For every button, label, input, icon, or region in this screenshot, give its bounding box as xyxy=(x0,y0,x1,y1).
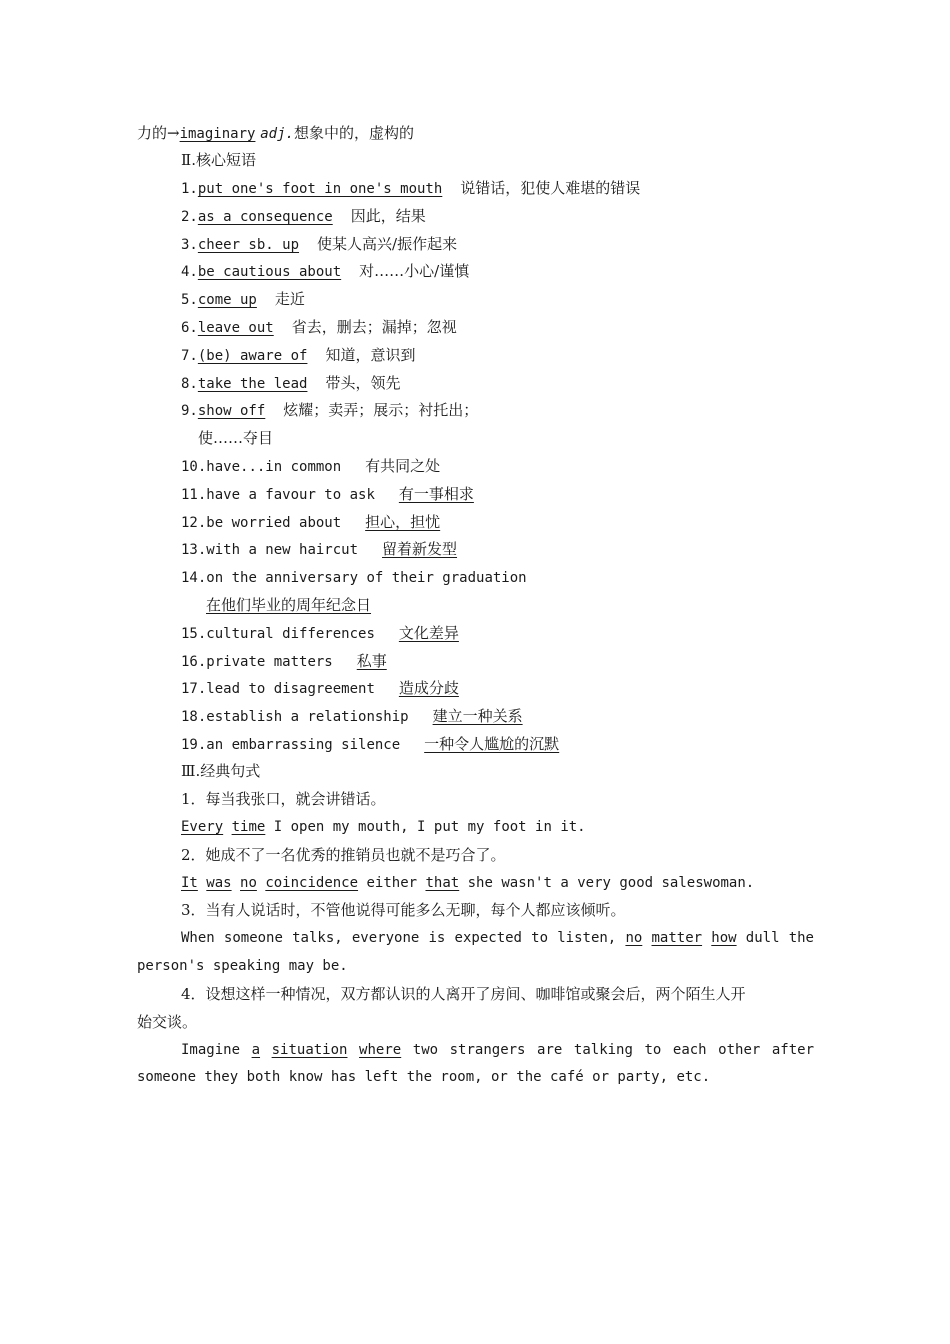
phrase-item xyxy=(181,289,305,310)
phrase-number: 7. xyxy=(181,348,198,364)
blank-word: no xyxy=(240,875,257,891)
phrase-english: show off xyxy=(197,403,266,419)
phrase-english: be worried about xyxy=(206,515,342,531)
vocab-word: imaginary xyxy=(179,126,256,142)
blank-word: how xyxy=(711,930,737,946)
phrase-number: 18. xyxy=(181,709,207,725)
blank-word: coincidence xyxy=(265,875,359,891)
blank-word: that xyxy=(425,875,460,891)
phrase-item xyxy=(181,373,400,394)
phrase-chinese: 炫耀；卖弄；展示；衬托出； xyxy=(283,401,479,419)
phrase-item xyxy=(181,317,457,338)
sentence-2-english xyxy=(181,873,754,893)
phrase-item xyxy=(181,512,440,533)
sentence-3-chinese: 3．当有人说话时，不管他说得可能多么无聊，每个人都应该倾听。 xyxy=(181,901,626,919)
phrase-chinese: 一种令人尴尬的沉默 xyxy=(424,735,560,753)
blank-word: no xyxy=(625,930,643,946)
blank-word: was xyxy=(206,875,232,891)
phrase-number: 15. xyxy=(181,626,207,642)
phrase-chinese: 建立一种关系 xyxy=(432,707,523,725)
phrase-english: lead to disagreement xyxy=(206,681,375,697)
phrase-item xyxy=(181,345,415,366)
phrase-item xyxy=(181,706,523,727)
phrase-number: 3. xyxy=(181,237,198,253)
phrase-english: have a favour to ask xyxy=(206,487,375,503)
blank-word: where xyxy=(359,1042,402,1058)
blank-word: situation xyxy=(271,1042,348,1058)
phrase-english: cheer sb. up xyxy=(197,237,300,253)
phrase-english: be cautious about xyxy=(197,264,342,280)
phrase-number: 2. xyxy=(181,209,198,225)
phrase-english: come up xyxy=(197,292,257,308)
phrase-number: 17. xyxy=(181,681,207,697)
phrase-chinese: 在他们毕业的周年纪念日 xyxy=(206,596,372,614)
phrase-item xyxy=(181,484,474,505)
phrase-number: 12. xyxy=(181,515,207,531)
phrase-item xyxy=(181,456,440,477)
vocab-continuation-line xyxy=(137,123,414,144)
sentence-2-chinese: 2．她成不了一名优秀的推销员也就不是巧合了。 xyxy=(181,846,506,864)
phrase-english: leave out xyxy=(197,320,274,336)
sentence-4-english-line2: someone they both know has left the room, or the café or party, etc. xyxy=(137,1069,711,1085)
phrase-english: an embarrassing silence xyxy=(206,737,401,753)
sentence-text: When someone talks, everyone is expected to listen, xyxy=(181,930,617,946)
phrase-item xyxy=(181,400,478,421)
phrase-chinese: 说错话，犯使人难堪的错误 xyxy=(460,179,641,197)
sentence-4-english-line1 xyxy=(181,1040,814,1060)
phrase-chinese: 因此，结果 xyxy=(350,207,426,225)
phrase-number: 16. xyxy=(181,654,207,670)
phrase-item xyxy=(181,651,387,672)
sentence-text: Imagine xyxy=(181,1042,241,1058)
phrase-chinese: 省去，删去；漏掉；忽视 xyxy=(291,318,457,336)
phrase-chinese: 私事 xyxy=(356,652,387,670)
phrase-item xyxy=(181,234,457,255)
section-title-sentences: Ⅲ.经典句式 xyxy=(181,762,261,780)
blank-word: Every xyxy=(181,819,224,835)
phrase-number: 14. xyxy=(181,570,207,586)
phrase-english: on the anniversary of their graduation xyxy=(206,570,527,586)
phrase-english: have...in common xyxy=(206,459,342,475)
blank-word: a xyxy=(251,1042,261,1058)
vocab-prefix: 力的→ xyxy=(137,124,180,142)
sentence-text: either xyxy=(358,875,426,891)
sentence-4-chinese-line2: 始交谈。 xyxy=(137,1013,198,1031)
sentence-3-english-line2: person's speaking may be. xyxy=(137,958,348,974)
phrase-item xyxy=(181,678,459,699)
sentence-text: I open my mouth, I put my foot in it. xyxy=(265,819,586,835)
blank-word: It xyxy=(181,875,198,891)
phrase-number: 4. xyxy=(181,264,198,280)
blank-word: matter xyxy=(651,930,703,946)
phrase-item xyxy=(181,623,459,644)
phrase-english: take the lead xyxy=(197,376,308,392)
phrase-chinese: 文化差异 xyxy=(398,624,459,642)
phrase-item xyxy=(181,261,469,282)
phrase-number: 13. xyxy=(181,542,207,558)
phrase-chinese: 有共同之处 xyxy=(365,457,441,475)
vocab-pos: adj. xyxy=(260,126,294,142)
phrase-item xyxy=(181,539,457,560)
blank-word: time xyxy=(231,819,266,835)
phrase-item-continuation: 使……夺目 xyxy=(198,429,274,447)
phrase-number: 5. xyxy=(181,292,198,308)
phrase-number: 19. xyxy=(181,737,207,753)
sentence-4-chinese-line1: 4．设想这样一种情况，双方都认识的人离开了房间、咖啡馆或聚会后，两个陌生人开 xyxy=(181,985,746,1003)
phrase-english: cultural differences xyxy=(206,626,375,642)
sentence-1-english xyxy=(181,817,586,837)
phrase-item xyxy=(181,567,551,588)
phrase-chinese: 留着新发型 xyxy=(382,540,458,558)
vocab-meaning: 想象中的，虚构的 xyxy=(293,124,414,142)
phrase-english: establish a relationship xyxy=(206,709,409,725)
sentence-3-english-line1 xyxy=(181,928,814,948)
phrase-item xyxy=(181,178,640,199)
phrase-item xyxy=(181,206,426,227)
phrase-chinese: 造成分歧 xyxy=(398,679,459,697)
phrase-english: (be) aware of xyxy=(197,348,308,364)
phrase-chinese: 走近 xyxy=(274,290,305,308)
phrase-english: with a new haircut xyxy=(206,542,359,558)
phrase-english: private matters xyxy=(206,654,333,670)
sentence-text: she wasn't a very good saleswoman. xyxy=(459,875,755,891)
phrase-number: 10. xyxy=(181,459,207,475)
sentence-text: dull the xyxy=(745,930,814,946)
section-title-phrases: Ⅱ.核心短语 xyxy=(181,151,256,169)
phrase-english: put one's foot in one's mouth xyxy=(197,181,443,197)
phrase-chinese: 带头，领先 xyxy=(325,374,401,392)
phrase-chinese: 担心，担忧 xyxy=(365,513,441,531)
phrase-chinese: 使某人高兴/振作起来 xyxy=(317,235,458,253)
phrase-number: 1. xyxy=(181,181,198,197)
phrase-number: 8. xyxy=(181,376,198,392)
phrase-item-continuation xyxy=(206,595,371,615)
phrase-number: 9. xyxy=(181,403,198,419)
phrase-item xyxy=(181,734,559,755)
phrase-number: 11. xyxy=(181,487,207,503)
sentence-text: two strangers are talking to each other after xyxy=(412,1042,815,1058)
phrase-chinese: 有一事相求 xyxy=(398,485,474,503)
sentence-1-chinese: 1．每当我张口，就会讲错话。 xyxy=(181,790,386,808)
phrase-english: as a consequence xyxy=(197,209,333,225)
phrase-chinese: 知道，意识到 xyxy=(325,346,416,364)
phrase-chinese: 对……小心/谨慎 xyxy=(359,262,470,280)
phrase-number: 6. xyxy=(181,320,198,336)
